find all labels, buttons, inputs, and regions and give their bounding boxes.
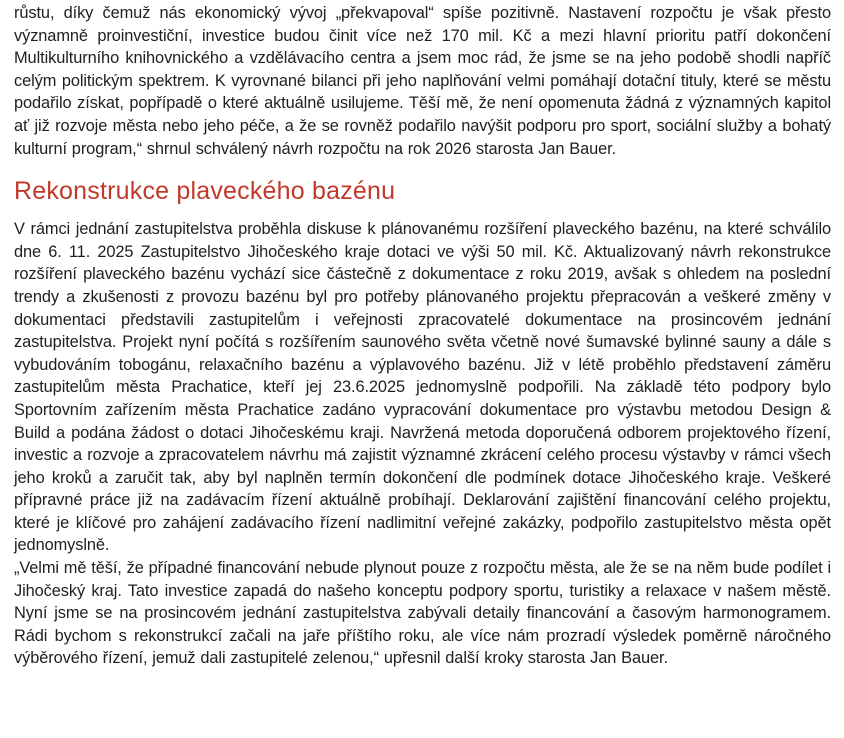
pool-reconstruction-paragraph: V rámci jednání zastupitelstva proběhla diskuse k plánovanému rozšíření plaveckého bazénu, na které schválilo dne 6. 11. 2025 Zastupitelstvo Jihočeského kraje dotaci ve výši 50 mil. Kč. Aktualizovaný návrh rekonstrukce rozšíření plaveckého bazénu vychází sice částečně z dokumentace z roku 2019, avšak s ohledem na poslední trendy a zkušenosti z provozu bazénu byl pro potřeby plánovaného projektu přepracován a veškeré změny v dokumentaci představili zastupitelům i veřejnosti zpracovatelé dokumentace na prosincovém jednání zastupitelstva. Projekt nyní počítá s rozšířením saunového světa včetně nové šumavské bylinné sauny a dále s vybudováním tobogánu, relaxačního bazénu a výplavového bazénu. Již v létě proběhlo představení záměru zastupitelům města Prachatice, kteří jej 23.6.2025 jednomyslně podpořili. Na základě této podpory bylo Sportovním zařízením města Prachatice zadáno vypracování dokumentace pro výstavbu metodou Design & Build a podána žádost o dotaci Jihočeskému kraji. Navržená metoda doporučená odborem projektového řízení, investic a rozvoje a zpracovatelem návrhu má zajistit významné zkrácení celého procesu výstavby v rámci všech jeho kroků a zaručit tak, aby byl naplněn termín dokončení dle podmínek dotace Jihočeského kraje. Veškeré přípravné práce již na zadávacím řízení aktuálně probíhají. Deklarování zajištění financování celého projektu, které je klíčové pro zahájení zadávacího řízení nadlimitní veřejné zakázky, podpořilo zastupitelstvo města opět jednomyslně. — [14, 220, 831, 555]
mayor-quote-paragraph: „Velmi mě těší, že případné financování nebude plynout pouze z rozpočtu města, ale že se na něm bude podílet i Jihočeský kraj. Tato investice zapadá do našeho konceptu podpory sportu, turistiky a relaxace v našem městě. Nyní jsme se na prosincovém jednání zastupitelstva zabývali detaily financování a časovým harmonogramem. Rádi bychom s rekonstrukcí začali na jaře příštího roku, ale více nám prozradí výsledek poměrně náročného výběrového řízení, jemuž dali zastupitelé zelenou,“ upřesnil další kroky starosta Jan Bauer. — [14, 559, 831, 668]
budget-quote-paragraph: růstu, díky čemuž nás ekonomický vývoj „překvapoval“ spíše pozitivně. Nastavení rozpočtu je však přesto významně proinvestiční, investice budou činit více než 170 mil. Kč a mezi hlavní prioritu patří dokončení Multikulturního knihovnického a vzdělávacího centra a jsem moc rád, že jsme se na jeho podobě shodli napříč celým politickým spektrem. K vyrovnané bilanci při jeho naplňování velmi pomáhají dotační tituly, které se městu podařilo získat, popřípadě o které aktuálně usilujeme. Těší mě, že není opomenuta žádná z významných kapitol ať již rozvoje města nebo jeho péče, a že se rovněž podařilo navýšit podporu pro sport, sociální služby a bohatý kulturní program,“ shrnul schválený návrh rozpočtu na rok 2026 starosta Jan Bauer. — [14, 4, 831, 158]
section-heading: Rekonstrukce plaveckého bazénu — [14, 177, 396, 206]
